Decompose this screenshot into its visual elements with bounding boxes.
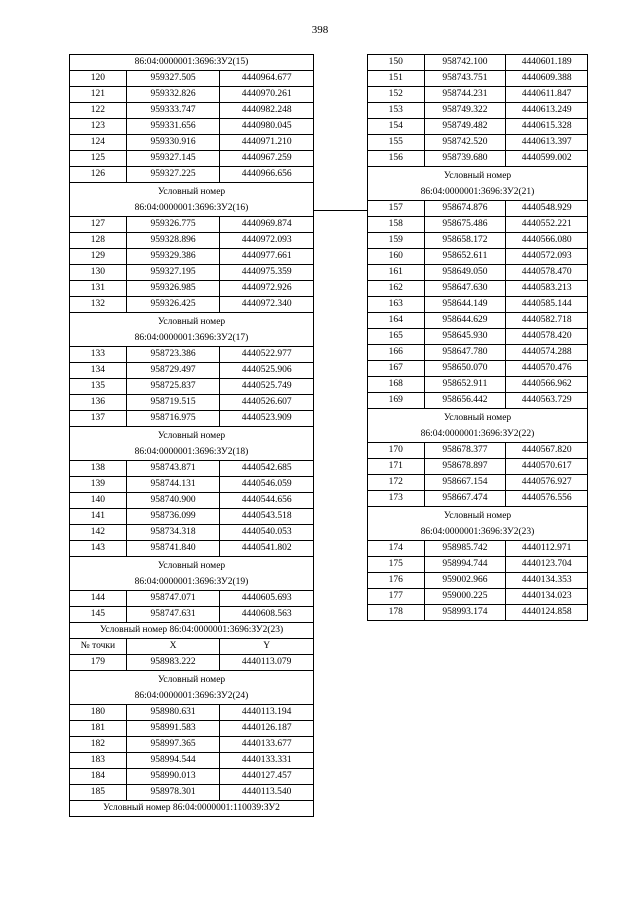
y-coordinate-cell: 4440615.328	[506, 119, 588, 135]
y-coordinate-cell: 4440972.926	[220, 281, 314, 297]
point-number-cell: 124	[70, 135, 127, 151]
point-number-cell: 138	[70, 461, 127, 477]
x-coordinate-cell: 958723.386	[126, 347, 220, 363]
x-coordinate-cell: 959332.826	[126, 87, 220, 103]
section-header: Условный номер 86:04:0000001:110039:ЗУ2	[70, 801, 314, 817]
point-number-cell: 170	[368, 443, 425, 459]
table-row	[70, 135, 314, 151]
point-number-cell: 169	[368, 393, 425, 409]
point-number-cell: 171	[368, 459, 425, 475]
table-row	[70, 705, 314, 721]
table-row	[70, 347, 314, 363]
table-row	[70, 785, 314, 801]
point-number-cell: 180	[70, 705, 127, 721]
table-row	[70, 151, 314, 167]
section-header-label: Условный номер	[157, 560, 226, 571]
table-body-right	[368, 55, 588, 621]
y-coordinate-cell: 4440546.059	[220, 477, 314, 493]
y-coordinate-cell: 4440582.718	[506, 313, 588, 329]
y-coordinate-cell: 4440133.677	[220, 737, 314, 753]
x-coordinate-cell: 958744.231	[424, 87, 506, 103]
section-header-row	[70, 313, 314, 347]
table-row	[70, 769, 314, 785]
section-header	[70, 557, 314, 591]
table-row	[70, 71, 314, 87]
point-number-cell: 137	[70, 411, 127, 427]
point-number-cell: № точки	[70, 639, 127, 655]
section-header-number: 86:04:0000001:3696:ЗУ2(22)	[420, 428, 535, 439]
x-coordinate-cell: 958742.520	[424, 135, 506, 151]
section-header-row	[70, 55, 314, 71]
y-coordinate-cell: 4440576.556	[506, 491, 588, 507]
point-number-cell: 134	[70, 363, 127, 379]
y-coordinate-cell: 4440566.962	[506, 377, 588, 393]
table-row	[368, 313, 588, 329]
section-header-row	[70, 557, 314, 591]
x-coordinate-cell: 958742.100	[424, 55, 506, 71]
x-coordinate-cell: 958678.897	[424, 459, 506, 475]
table-row	[368, 557, 588, 573]
section-header-row	[70, 801, 314, 817]
y-coordinate-cell: 4440608.563	[220, 607, 314, 623]
table-row	[368, 361, 588, 377]
y-coordinate-cell: 4440522.977	[220, 347, 314, 363]
x-coordinate-cell: 958667.474	[424, 491, 506, 507]
point-number-cell: 182	[70, 737, 127, 753]
point-number-cell: 126	[70, 167, 127, 183]
table-row	[368, 103, 588, 119]
x-coordinate-cell: 958716.975	[126, 411, 220, 427]
coordinates-table-left	[69, 54, 314, 817]
section-header	[368, 507, 588, 541]
x-coordinate-cell: 958994.744	[424, 557, 506, 573]
x-coordinate-cell: 958991.583	[126, 721, 220, 737]
point-number-cell: 151	[368, 71, 425, 87]
x-coordinate-cell: 958729.497	[126, 363, 220, 379]
table-row	[70, 477, 314, 493]
y-coordinate-cell: 4440134.353	[506, 573, 588, 589]
point-number-cell: 154	[368, 119, 425, 135]
table-row	[70, 297, 314, 313]
point-number-cell: 166	[368, 345, 425, 361]
x-coordinate-cell: 958741.840	[126, 541, 220, 557]
point-number-cell: 144	[70, 591, 127, 607]
x-coordinate-cell: 958994.544	[126, 753, 220, 769]
y-coordinate-cell: 4440126.187	[220, 721, 314, 737]
x-coordinate-cell: 958678.377	[424, 443, 506, 459]
point-number-cell: 152	[368, 87, 425, 103]
y-coordinate-cell: 4440526.607	[220, 395, 314, 411]
point-number-cell: 178	[368, 605, 425, 621]
x-coordinate-cell: 958656.442	[424, 393, 506, 409]
y-coordinate-cell: 4440525.749	[220, 379, 314, 395]
table-row	[368, 297, 588, 313]
point-number-cell: 122	[70, 103, 127, 119]
x-coordinate-cell: 959327.145	[126, 151, 220, 167]
y-coordinate-cell: 4440544.656	[220, 493, 314, 509]
point-number-cell: 135	[70, 379, 127, 395]
table-row	[70, 607, 314, 623]
x-coordinate-cell: 958743.751	[424, 71, 506, 87]
table-row	[368, 573, 588, 589]
point-number-cell: 165	[368, 329, 425, 345]
y-coordinate-cell: 4440567.820	[506, 443, 588, 459]
y-coordinate-cell: 4440566.080	[506, 233, 588, 249]
x-coordinate-cell: 958647.630	[424, 281, 506, 297]
section-header	[70, 671, 314, 705]
table-row	[368, 589, 588, 605]
section-header	[368, 167, 588, 201]
page-number: 398	[311, 24, 329, 36]
point-number-cell: 156	[368, 151, 425, 167]
table-row	[368, 475, 588, 491]
table-row	[70, 281, 314, 297]
y-coordinate-cell: 4440578.420	[506, 329, 588, 345]
point-number-cell: 177	[368, 589, 425, 605]
y-coordinate-cell: 4440982.248	[220, 103, 314, 119]
x-coordinate-cell: X	[126, 639, 220, 655]
x-coordinate-cell: 958658.172	[424, 233, 506, 249]
table-row	[368, 233, 588, 249]
table-row	[368, 135, 588, 151]
section-header-row	[368, 167, 588, 201]
table-row	[70, 249, 314, 265]
point-number-cell: 157	[368, 201, 425, 217]
x-coordinate-cell: 958983.222	[126, 655, 220, 671]
x-coordinate-cell: 959002.966	[424, 573, 506, 589]
point-number-cell: 153	[368, 103, 425, 119]
point-number-cell: 142	[70, 525, 127, 541]
point-number-cell: 175	[368, 557, 425, 573]
point-number-cell: 132	[70, 297, 127, 313]
table-row	[368, 87, 588, 103]
x-coordinate-cell: 958649.050	[424, 265, 506, 281]
section-header-number: 86:04:0000001:3696:ЗУ2(18)	[134, 446, 249, 457]
point-number-cell: 130	[70, 265, 127, 281]
y-coordinate-cell: 4440609.388	[506, 71, 588, 87]
x-coordinate-cell: 959000.225	[424, 589, 506, 605]
point-number-cell: 184	[70, 769, 127, 785]
y-coordinate-cell: 4440570.617	[506, 459, 588, 475]
section-header-label: Условный номер	[157, 430, 226, 441]
x-coordinate-cell: 959329.386	[126, 249, 220, 265]
y-coordinate-cell: 4440134.023	[506, 589, 588, 605]
x-coordinate-cell: 958997.365	[126, 737, 220, 753]
table-row	[70, 493, 314, 509]
y-coordinate-cell: 4440570.476	[506, 361, 588, 377]
y-coordinate-cell: 4440611.847	[506, 87, 588, 103]
point-number-cell: 127	[70, 217, 127, 233]
table-body-left	[70, 55, 314, 817]
point-number-cell: 163	[368, 297, 425, 313]
table-row	[368, 55, 588, 71]
x-coordinate-cell: 959326.985	[126, 281, 220, 297]
y-coordinate-cell: 4440574.288	[506, 345, 588, 361]
table-row	[70, 103, 314, 119]
y-coordinate-cell: 4440127.457	[220, 769, 314, 785]
y-coordinate-cell: 4440601.189	[506, 55, 588, 71]
point-number-cell: 123	[70, 119, 127, 135]
section-header-row	[70, 671, 314, 705]
x-coordinate-cell: 958667.154	[424, 475, 506, 491]
y-coordinate-cell: 4440548.929	[506, 201, 588, 217]
section-header-label: Условный номер	[443, 170, 512, 181]
table-row	[70, 461, 314, 477]
table-row	[368, 119, 588, 135]
y-coordinate-cell: 4440969.874	[220, 217, 314, 233]
table-row	[70, 379, 314, 395]
table-row	[70, 509, 314, 525]
y-coordinate-cell: 4440583.213	[506, 281, 588, 297]
point-number-cell: 140	[70, 493, 127, 509]
point-number-cell: 159	[368, 233, 425, 249]
section-header	[368, 409, 588, 443]
y-coordinate-cell: 4440113.079	[220, 655, 314, 671]
x-coordinate-cell: 958990.013	[126, 769, 220, 785]
y-coordinate-cell: 4440540.053	[220, 525, 314, 541]
x-coordinate-cell: 959326.425	[126, 297, 220, 313]
x-coordinate-cell: 959331.656	[126, 119, 220, 135]
table-row	[368, 393, 588, 409]
x-coordinate-cell: 958652.911	[424, 377, 506, 393]
section-header-label: Условный номер	[443, 412, 512, 423]
point-number-cell: 155	[368, 135, 425, 151]
point-number-cell: 174	[368, 541, 425, 557]
section-header-label: Условный номер	[157, 186, 226, 197]
x-coordinate-cell: 958675.486	[424, 217, 506, 233]
table-row	[70, 721, 314, 737]
section-header-row	[368, 409, 588, 443]
y-coordinate-cell: 4440977.661	[220, 249, 314, 265]
y-coordinate-cell: 4440975.359	[220, 265, 314, 281]
table-row	[368, 201, 588, 217]
y-coordinate-cell: 4440541.802	[220, 541, 314, 557]
table-row	[70, 265, 314, 281]
y-coordinate-cell: 4440113.194	[220, 705, 314, 721]
section-header-number: 86:04:0000001:3696:ЗУ2(17)	[134, 332, 249, 343]
y-coordinate-cell: 4440112.971	[506, 541, 588, 557]
table-row	[70, 395, 314, 411]
point-number-cell: 173	[368, 491, 425, 507]
table-row	[368, 217, 588, 233]
y-coordinate-cell: 4440113.540	[220, 785, 314, 801]
x-coordinate-cell: 958652.611	[424, 249, 506, 265]
section-header-label: Условный номер	[157, 316, 226, 327]
x-coordinate-cell: 958747.631	[126, 607, 220, 623]
x-coordinate-cell: 958644.629	[424, 313, 506, 329]
section-header-number: 86:04:0000001:3696:ЗУ2(16)	[134, 202, 249, 213]
y-coordinate-cell: 4440972.093	[220, 233, 314, 249]
y-coordinate-cell: 4440972.340	[220, 297, 314, 313]
point-number-cell: 167	[368, 361, 425, 377]
section-header-number: 86:04:0000001:3696:ЗУ2(21)	[420, 186, 535, 197]
y-coordinate-cell: 4440605.693	[220, 591, 314, 607]
table-row	[368, 281, 588, 297]
x-coordinate-cell: 959327.505	[126, 71, 220, 87]
point-number-cell: 121	[70, 87, 127, 103]
table-row	[368, 265, 588, 281]
section-header-row	[70, 183, 314, 217]
y-coordinate-cell: 4440585.144	[506, 297, 588, 313]
point-number-cell: 168	[368, 377, 425, 393]
section-header: Условный номер 86:04:0000001:3696:ЗУ2(23)	[70, 623, 314, 639]
table-row	[368, 605, 588, 621]
table-row	[368, 329, 588, 345]
point-number-cell: 176	[368, 573, 425, 589]
point-number-cell: 164	[368, 313, 425, 329]
point-number-cell: 143	[70, 541, 127, 557]
point-number-cell: 141	[70, 509, 127, 525]
table-row	[70, 737, 314, 753]
point-number-cell: 125	[70, 151, 127, 167]
x-coordinate-cell: 959328.896	[126, 233, 220, 249]
y-coordinate-cell: 4440578.470	[506, 265, 588, 281]
table-row	[70, 655, 314, 671]
y-coordinate-cell: 4440971.210	[220, 135, 314, 151]
point-number-cell: 162	[368, 281, 425, 297]
section-header-number: 86:04:0000001:3696:ЗУ2(24)	[134, 690, 249, 701]
table-row	[70, 217, 314, 233]
point-number-cell: 181	[70, 721, 127, 737]
section-header-row	[70, 427, 314, 461]
table-row	[70, 525, 314, 541]
point-number-cell: 128	[70, 233, 127, 249]
x-coordinate-cell: 958749.322	[424, 103, 506, 119]
x-coordinate-cell: 959330.916	[126, 135, 220, 151]
section-header	[70, 183, 314, 217]
table-row	[368, 459, 588, 475]
table-row	[70, 167, 314, 183]
x-coordinate-cell: 958736.099	[126, 509, 220, 525]
x-coordinate-cell: 958740.900	[126, 493, 220, 509]
x-coordinate-cell: 958739.680	[424, 151, 506, 167]
point-number-cell: 129	[70, 249, 127, 265]
table-row	[70, 591, 314, 607]
y-coordinate-cell: 4440967.259	[220, 151, 314, 167]
table-row	[70, 639, 314, 655]
x-coordinate-cell: 958744.131	[126, 477, 220, 493]
y-coordinate-cell: 4440970.261	[220, 87, 314, 103]
x-coordinate-cell: 959326.775	[126, 217, 220, 233]
point-number-cell: 120	[70, 71, 127, 87]
table-row	[70, 411, 314, 427]
point-number-cell: 139	[70, 477, 127, 493]
point-number-cell: 183	[70, 753, 127, 769]
y-coordinate-cell: 4440552.221	[506, 217, 588, 233]
point-number-cell: 145	[70, 607, 127, 623]
section-header-row	[70, 623, 314, 639]
y-coordinate-cell: 4440133.331	[220, 753, 314, 769]
section-header	[70, 313, 314, 347]
table-row	[70, 87, 314, 103]
section-header	[70, 427, 314, 461]
y-coordinate-cell: 4440543.518	[220, 509, 314, 525]
x-coordinate-cell: 958749.482	[424, 119, 506, 135]
y-coordinate-cell: 4440599.002	[506, 151, 588, 167]
y-coordinate-cell: 4440525.906	[220, 363, 314, 379]
point-number-cell: 160	[368, 249, 425, 265]
point-number-cell: 179	[70, 655, 127, 671]
x-coordinate-cell: 958674.876	[424, 201, 506, 217]
x-coordinate-cell: 958743.871	[126, 461, 220, 477]
x-coordinate-cell: 959333.747	[126, 103, 220, 119]
section-header-row	[368, 507, 588, 541]
x-coordinate-cell: 958650.070	[424, 361, 506, 377]
y-coordinate-cell: 4440124.858	[506, 605, 588, 621]
section-header: 86:04:0000001:3696:ЗУ2(15)	[70, 55, 314, 71]
table-row	[70, 753, 314, 769]
x-coordinate-cell: 958719.515	[126, 395, 220, 411]
y-coordinate-cell: 4440576.927	[506, 475, 588, 491]
section-header-label: Условный номер	[157, 674, 226, 685]
y-coordinate-cell: 4440613.249	[506, 103, 588, 119]
table-row	[70, 363, 314, 379]
point-number-cell: 158	[368, 217, 425, 233]
y-coordinate-cell: 4440563.729	[506, 393, 588, 409]
x-coordinate-cell: 958645.930	[424, 329, 506, 345]
y-coordinate-cell: Y	[220, 639, 314, 655]
table-row	[368, 249, 588, 265]
table-row	[70, 119, 314, 135]
point-number-cell: 172	[368, 475, 425, 491]
table-row	[368, 151, 588, 167]
y-coordinate-cell: 4440613.397	[506, 135, 588, 151]
x-coordinate-cell: 958734.318	[126, 525, 220, 541]
x-coordinate-cell: 958980.631	[126, 705, 220, 721]
point-number-cell: 131	[70, 281, 127, 297]
point-number-cell: 185	[70, 785, 127, 801]
point-number-cell: 161	[368, 265, 425, 281]
point-number-cell: 150	[368, 55, 425, 71]
point-number-cell: 136	[70, 395, 127, 411]
y-coordinate-cell: 4440542.685	[220, 461, 314, 477]
y-coordinate-cell: 4440980.045	[220, 119, 314, 135]
table-connector-line	[314, 210, 367, 211]
x-coordinate-cell: 959327.195	[126, 265, 220, 281]
x-coordinate-cell: 958993.174	[424, 605, 506, 621]
table-row	[368, 443, 588, 459]
table-row	[368, 491, 588, 507]
x-coordinate-cell: 958644.149	[424, 297, 506, 313]
y-coordinate-cell: 4440123.704	[506, 557, 588, 573]
x-coordinate-cell: 958647.780	[424, 345, 506, 361]
section-header-number: 86:04:0000001:3696:ЗУ2(19)	[134, 576, 249, 587]
x-coordinate-cell: 958985.742	[424, 541, 506, 557]
table-row	[368, 71, 588, 87]
x-coordinate-cell: 958747.071	[126, 591, 220, 607]
table-row	[70, 541, 314, 557]
x-coordinate-cell: 958978.301	[126, 785, 220, 801]
y-coordinate-cell: 4440523.909	[220, 411, 314, 427]
y-coordinate-cell: 4440572.093	[506, 249, 588, 265]
point-number-cell: 133	[70, 347, 127, 363]
table-row	[70, 233, 314, 249]
table-row	[368, 377, 588, 393]
y-coordinate-cell: 4440964.677	[220, 71, 314, 87]
x-coordinate-cell: 959327.225	[126, 167, 220, 183]
section-header-label: Условный номер	[443, 510, 512, 521]
table-row	[368, 345, 588, 361]
coordinates-table-right	[367, 54, 588, 621]
section-header-number: 86:04:0000001:3696:ЗУ2(23)	[420, 526, 535, 537]
x-coordinate-cell: 958725.837	[126, 379, 220, 395]
y-coordinate-cell: 4440966.656	[220, 167, 314, 183]
table-row	[368, 541, 588, 557]
